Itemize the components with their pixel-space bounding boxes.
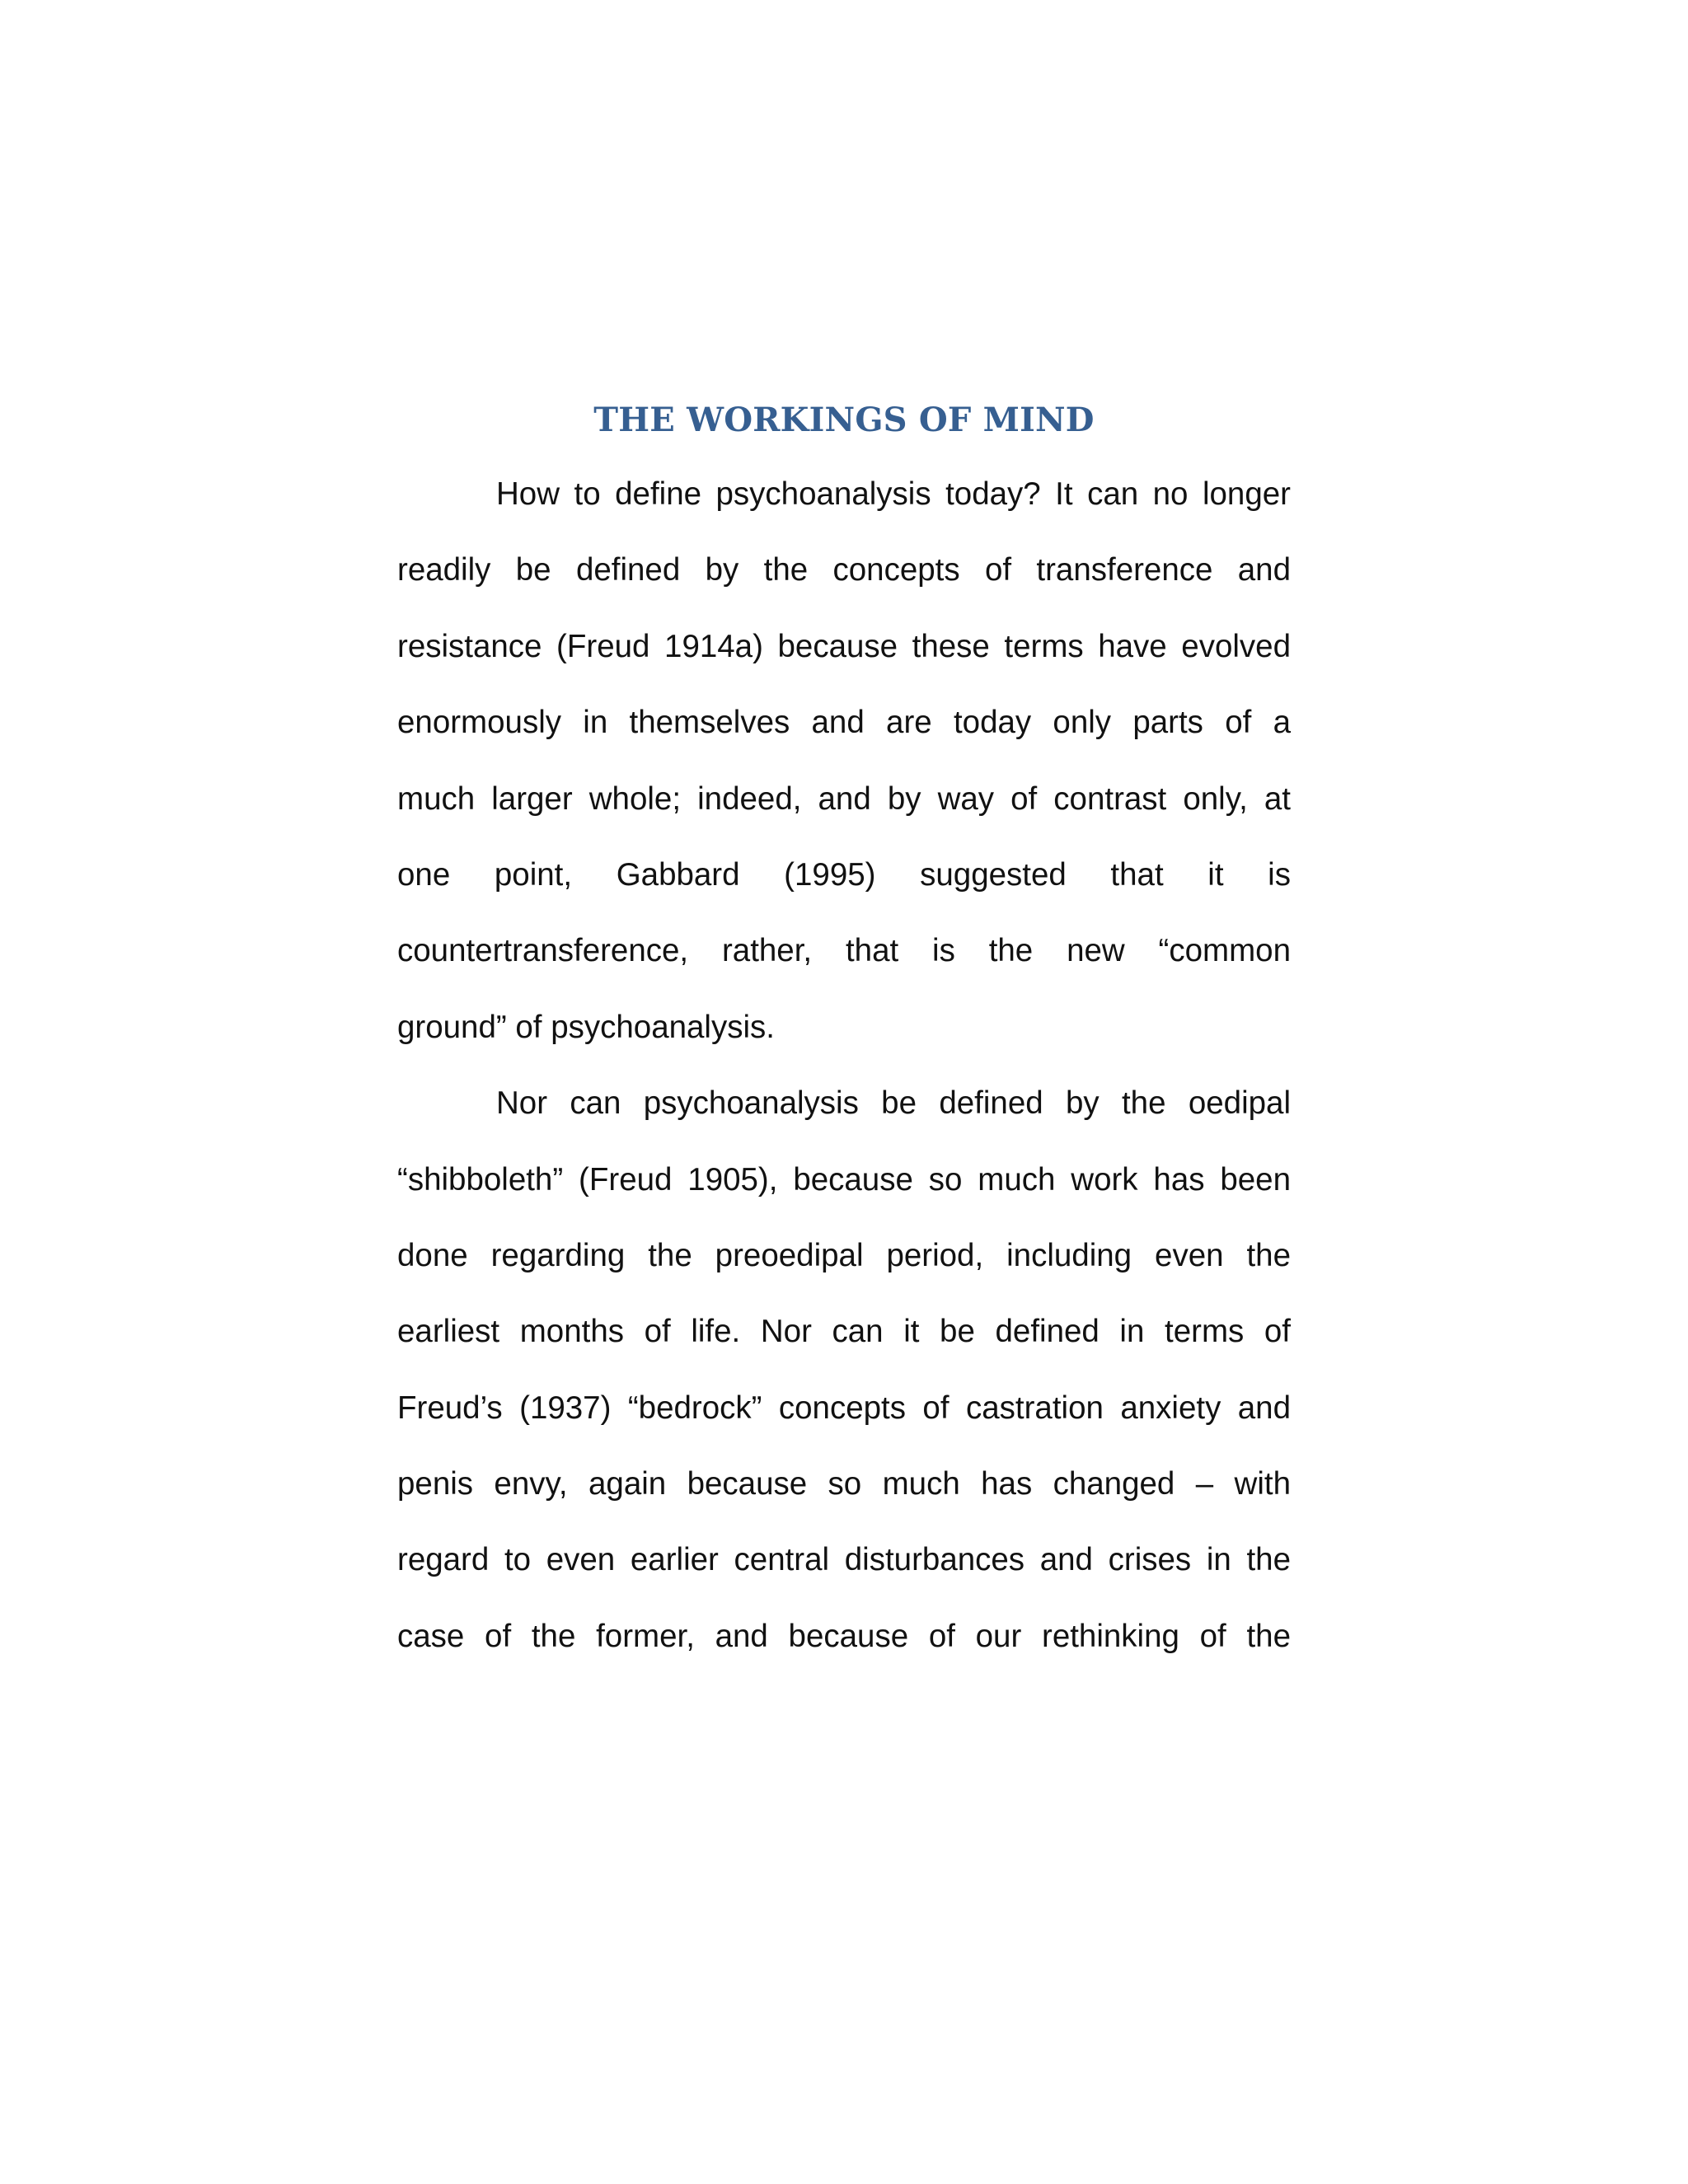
paragraph-2-line-4: earliest months of life. Nor can it be defined in terms of xyxy=(397,1314,1291,1350)
paragraph-1-line-2: readily be defined by the concepts of transference and xyxy=(397,552,1291,588)
paragraph-2-line-6: penis envy, again because so much has changed – with xyxy=(397,1466,1291,1502)
paragraph-2-line-7: regard to even earlier central disturbances and crises in the xyxy=(397,1542,1291,1578)
paragraph-1-line-3: resistance (Freud 1914a) because these terms have evolved xyxy=(397,628,1291,664)
paragraph-1-line-4: enormously in themselves and are today only parts of a xyxy=(397,705,1291,741)
paragraph-1-line-5: much larger whole; indeed, and by way of contrast only, at xyxy=(397,780,1291,817)
paragraph-2-line-8: case of the former, and because of our rethinking of the xyxy=(397,1618,1291,1654)
paragraph-1-line-7: countertransference, rather, that is the new “common xyxy=(397,933,1291,969)
chapter-title: THE WORKINGS OF MIND xyxy=(593,401,1095,439)
paragraph-1-line-8: ground” of psychoanalysis. xyxy=(397,1009,775,1045)
paragraph-1-line-6: one point, Gabbard (1995) suggested that it is xyxy=(397,856,1291,893)
paragraph-1-line-1: How to define psychoanalysis today? It can no longer xyxy=(496,476,1291,512)
paragraph-2-line-1: Nor can psychoanalysis be defined by the oedipal xyxy=(496,1085,1291,1122)
paragraph-2-line-5: Freud’s (1937) “bedrock” concepts of castration anxiety and xyxy=(397,1390,1291,1426)
body-text xyxy=(397,471,1291,1690)
paragraph-2-line-3: done regarding the preoedipal period, including even the xyxy=(397,1237,1291,1273)
paragraph-2-line-2: “shibboleth” (Freud 1905), because so much work has been xyxy=(397,1161,1291,1197)
